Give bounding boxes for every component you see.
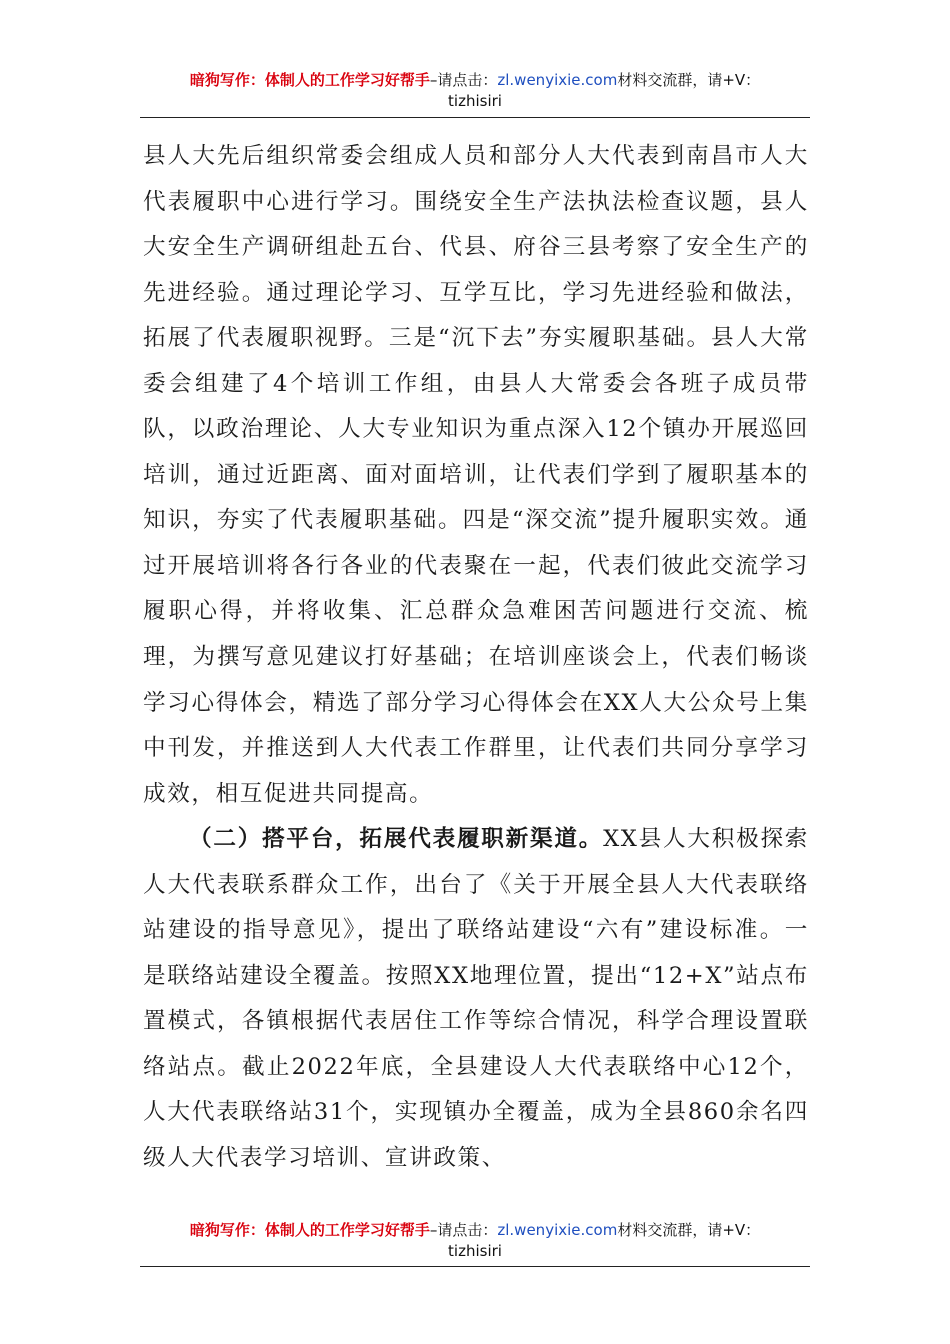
footer-prompt: –请点击： — [429, 1221, 498, 1239]
header-suffix: 材料交流群，请+V： — [617, 71, 761, 89]
section-text: XX县人大积极探索人大代表联系群众工作，出台了《关于开展全县人大代表联络站建设的指导意见》，提出了联络站建设“六有”建设标准。一是联络站建设全覆盖。按照XX地理位置，提出“12+X”站点布置模式，各镇根据代表居住工作等综合情况，科学合理设置联络站点。截止2022年底，全县建设人大代表联络中心12个，人大代表联络站31个，实现镇办全覆盖，成为全县860余名四级人大代表学习培训、宣讲政策、 — [143, 826, 809, 1172]
header-link[interactable]: zl.wenyixie.com — [497, 71, 618, 89]
paragraph-continued: 县人大先后组织常委会组成人员和部分人大代表到南昌市人大代表履职中心进行学习。围绕安全生产法执法检查议题，县人大安全生产调研组赴五台、代县、府谷三县考察了安全生产的先进经验。通过理论学习、互学互比，学习先进经验和做法，拓展了代表履职视野。三是“沉下去”夯实履职基础。县人大常委会组建了4个培训工作组，由县人大常委会各班子成员带队，以政治理论、人大专业知识为重点深入12个镇办开展巡回培训，通过近距离、面对面培训，让代表们学到了履职基本的知识，夯实了代表履职基础。四是“深交流”提升履职实效。通过开展培训将各行各业的代表聚在一起，代表们彼此交流学习履职心得，并将收集、汇总群众急难困苦问题进行交流、梳理，为撰写意见建议打好基础；在培训座谈会上，代表们畅谈学习心得体会，精选了部分学习心得体会在XX人大公众号上集中刊发，并推送到人大代表工作群里，让代表们共同分享学习成效，相互促进共同提高。 — [143, 143, 809, 807]
header-brand: 暗狗写作：体制人的工作学习好帮手 — [189, 71, 430, 89]
footer-link[interactable]: zl.wenyixie.com — [497, 1221, 618, 1239]
document-body — [143, 134, 809, 1182]
header-divider — [140, 117, 810, 118]
header-prompt: –请点击： — [429, 71, 498, 89]
footer-brand: 暗狗写作：体制人的工作学习好帮手 — [189, 1221, 430, 1239]
paragraph-section-two — [143, 817, 809, 1181]
section-heading: （二）搭平台，拓展代表履职新渠道。 — [189, 826, 604, 853]
header-wechat: tizhisiri — [448, 92, 502, 110]
page-footer-banner — [140, 1220, 810, 1262]
footer-wechat: tizhisiri — [448, 1242, 502, 1260]
footer-divider — [140, 1266, 810, 1267]
footer-suffix: 材料交流群，请+V： — [617, 1221, 761, 1239]
page-header-banner — [140, 70, 810, 112]
